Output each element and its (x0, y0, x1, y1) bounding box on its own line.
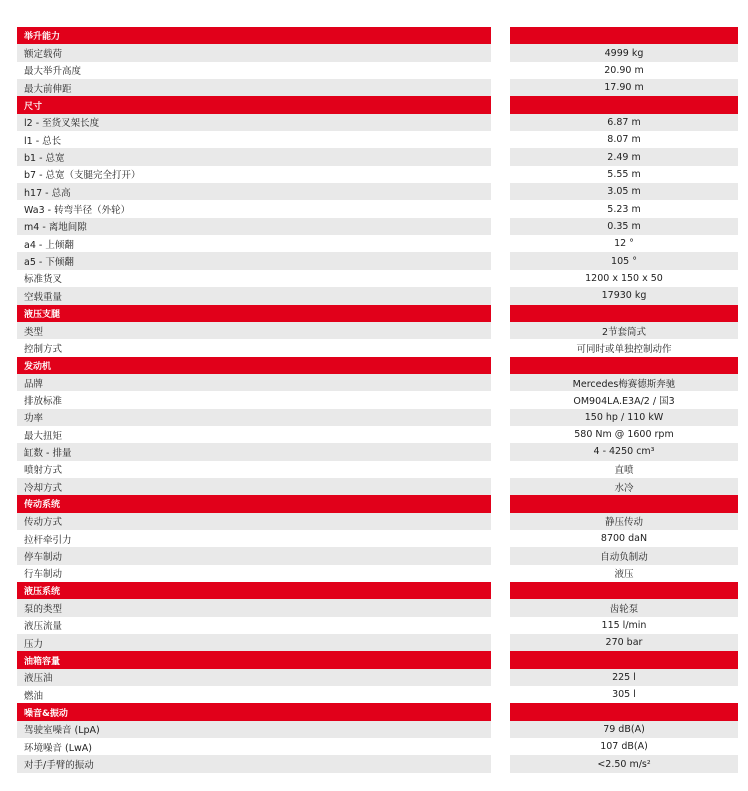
spec-label: a4 - 上倾翻 (17, 235, 491, 252)
spec-value: 20.90 m (510, 62, 738, 79)
spec-value: 静压传动 (510, 513, 738, 530)
spec-row (17, 755, 738, 772)
section-value-bar (510, 96, 738, 113)
spec-row (17, 114, 738, 131)
section-value-bar (510, 305, 738, 322)
column-gap (491, 599, 510, 616)
spec-value: 270 bar (510, 634, 738, 651)
spec-label: 排放标准 (17, 391, 491, 408)
section-header (17, 495, 738, 512)
spec-label: 压力 (17, 634, 491, 651)
column-gap (491, 565, 510, 582)
spec-row (17, 183, 738, 200)
spec-row (17, 738, 738, 755)
column-gap (491, 235, 510, 252)
spec-label: 功率 (17, 409, 491, 426)
spec-row (17, 565, 738, 582)
spec-row (17, 200, 738, 217)
column-gap (491, 409, 510, 426)
spec-label: 缸数 - 排量 (17, 443, 491, 460)
spec-value: 可同时或单独控制动作 (510, 339, 738, 356)
spec-row (17, 218, 738, 235)
spec-label: m4 - 离地间隙 (17, 218, 491, 235)
spec-label: a5 - 下倾翻 (17, 252, 491, 269)
spec-label: 拉杆牵引力 (17, 530, 491, 547)
spec-value: 12 ° (510, 235, 738, 252)
spec-value: 直喷 (510, 461, 738, 478)
spec-row (17, 634, 738, 651)
column-gap (491, 443, 510, 460)
spec-label: 液压流量 (17, 617, 491, 634)
spec-value: 105 ° (510, 252, 738, 269)
section-header (17, 27, 738, 44)
column-gap (491, 617, 510, 634)
spec-label: 额定载荷 (17, 44, 491, 61)
spec-row (17, 443, 738, 460)
section-title: 液压系统 (17, 582, 491, 599)
spec-row (17, 322, 738, 339)
column-gap (491, 582, 510, 599)
spec-row (17, 391, 738, 408)
spec-row (17, 270, 738, 287)
column-gap (491, 131, 510, 148)
column-gap (491, 547, 510, 564)
spec-label: 驾驶室噪音 (LpA) (17, 721, 491, 738)
spec-row (17, 547, 738, 564)
spec-label: 标准货叉 (17, 270, 491, 287)
spec-label: 对手/手臂的振动 (17, 755, 491, 772)
section-header (17, 96, 738, 113)
spec-label: 最大扭矩 (17, 426, 491, 443)
spec-label: 控制方式 (17, 339, 491, 356)
spec-value: 0.35 m (510, 218, 738, 235)
spec-row (17, 426, 738, 443)
column-gap (491, 183, 510, 200)
spec-row (17, 339, 738, 356)
spec-row (17, 461, 738, 478)
spec-value: 17.90 m (510, 79, 738, 96)
spec-row (17, 617, 738, 634)
section-value-bar (510, 703, 738, 720)
column-gap (491, 461, 510, 478)
column-gap (491, 426, 510, 443)
spec-value: 17930 kg (510, 287, 738, 304)
spec-row (17, 374, 738, 391)
section-header (17, 305, 738, 322)
spec-label: 最大前伸距 (17, 79, 491, 96)
column-gap (491, 79, 510, 96)
section-title: 传动系统 (17, 495, 491, 512)
spec-value: Mercedes梅赛德斯奔驰 (510, 374, 738, 391)
column-gap (491, 738, 510, 755)
spec-row (17, 530, 738, 547)
spec-value: OM904LA.E3A/2 / 国3 (510, 391, 738, 408)
section-title: 发动机 (17, 357, 491, 374)
spec-label: l1 - 总长 (17, 131, 491, 148)
spec-row (17, 79, 738, 96)
column-gap (491, 634, 510, 651)
spec-label: b1 - 总宽 (17, 148, 491, 165)
spec-value: 5.23 m (510, 200, 738, 217)
column-gap (491, 755, 510, 772)
column-gap (491, 270, 510, 287)
spec-label: Wa3 - 转弯半径（外轮） (17, 200, 491, 217)
column-gap (491, 200, 510, 217)
spec-value: 6.87 m (510, 114, 738, 131)
spec-row (17, 409, 738, 426)
section-title: 液压支腿 (17, 305, 491, 322)
spec-value: 1200 x 150 x 50 (510, 270, 738, 287)
spec-label: h17 - 总高 (17, 183, 491, 200)
spec-value: 液压 (510, 565, 738, 582)
spec-value: 齿轮泵 (510, 599, 738, 616)
spec-label: 停车制动 (17, 547, 491, 564)
column-gap (491, 357, 510, 374)
spec-value: <2.50 m/s² (510, 755, 738, 772)
column-gap (491, 166, 510, 183)
spec-label: 类型 (17, 322, 491, 339)
section-title: 油箱容量 (17, 651, 491, 668)
spec-label: 传动方式 (17, 513, 491, 530)
section-title: 举升能力 (17, 27, 491, 44)
spec-value: 2.49 m (510, 148, 738, 165)
section-value-bar (510, 582, 738, 599)
column-gap (491, 96, 510, 113)
column-gap (491, 252, 510, 269)
spec-label: 空载重量 (17, 287, 491, 304)
section-header (17, 651, 738, 668)
spec-row (17, 287, 738, 304)
spec-row (17, 235, 738, 252)
section-header (17, 582, 738, 599)
spec-row (17, 131, 738, 148)
column-gap (491, 391, 510, 408)
column-gap (491, 721, 510, 738)
spec-label: 液压油 (17, 669, 491, 686)
spec-value: 自动负制动 (510, 547, 738, 564)
column-gap (491, 339, 510, 356)
spec-label: b7 - 总宽（支腿完全打开） (17, 166, 491, 183)
spec-value: 580 Nm @ 1600 rpm (510, 426, 738, 443)
spec-value: 150 hp / 110 kW (510, 409, 738, 426)
spec-value: 8700 daN (510, 530, 738, 547)
spec-row (17, 599, 738, 616)
column-gap (491, 44, 510, 61)
spec-label: 环境噪音 (LwA) (17, 738, 491, 755)
spec-value: 3.05 m (510, 183, 738, 200)
column-gap (491, 703, 510, 720)
spec-label: 冷却方式 (17, 478, 491, 495)
spec-value: 水冷 (510, 478, 738, 495)
column-gap (491, 148, 510, 165)
spec-row (17, 669, 738, 686)
spec-label: l2 - 至货叉架长度 (17, 114, 491, 131)
column-gap (491, 27, 510, 44)
column-gap (491, 651, 510, 668)
section-value-bar (510, 27, 738, 44)
section-value-bar (510, 357, 738, 374)
column-gap (491, 62, 510, 79)
column-gap (491, 478, 510, 495)
column-gap (491, 686, 510, 703)
spec-row (17, 44, 738, 61)
section-header (17, 357, 738, 374)
section-value-bar (510, 651, 738, 668)
column-gap (491, 374, 510, 391)
spec-row (17, 513, 738, 530)
column-gap (491, 669, 510, 686)
spec-row (17, 62, 738, 79)
spec-value: 79 dB(A) (510, 721, 738, 738)
spec-row (17, 721, 738, 738)
spec-value: 5.55 m (510, 166, 738, 183)
spec-label: 最大举升高度 (17, 62, 491, 79)
spec-value: 8.07 m (510, 131, 738, 148)
column-gap (491, 287, 510, 304)
spec-row (17, 686, 738, 703)
spec-label: 泵的类型 (17, 599, 491, 616)
spec-value: 4999 kg (510, 44, 738, 61)
spec-value: 115 l/min (510, 617, 738, 634)
column-gap (491, 114, 510, 131)
column-gap (491, 513, 510, 530)
spec-row (17, 478, 738, 495)
column-gap (491, 305, 510, 322)
section-title: 尺寸 (17, 96, 491, 113)
spec-value: 107 dB(A) (510, 738, 738, 755)
spec-row (17, 166, 738, 183)
section-title: 噪音&振动 (17, 703, 491, 720)
spec-label: 品牌 (17, 374, 491, 391)
spec-row (17, 252, 738, 269)
spec-label: 燃油 (17, 686, 491, 703)
spec-sheet (17, 27, 738, 773)
spec-value: 4 - 4250 cm³ (510, 443, 738, 460)
column-gap (491, 495, 510, 512)
spec-value: 305 l (510, 686, 738, 703)
spec-row (17, 148, 738, 165)
column-gap (491, 530, 510, 547)
spec-value: 2节套筒式 (510, 322, 738, 339)
spec-label: 喷射方式 (17, 461, 491, 478)
column-gap (491, 322, 510, 339)
spec-label: 行车制动 (17, 565, 491, 582)
column-gap (491, 218, 510, 235)
section-value-bar (510, 495, 738, 512)
section-header (17, 703, 738, 720)
spec-value: 225 l (510, 669, 738, 686)
